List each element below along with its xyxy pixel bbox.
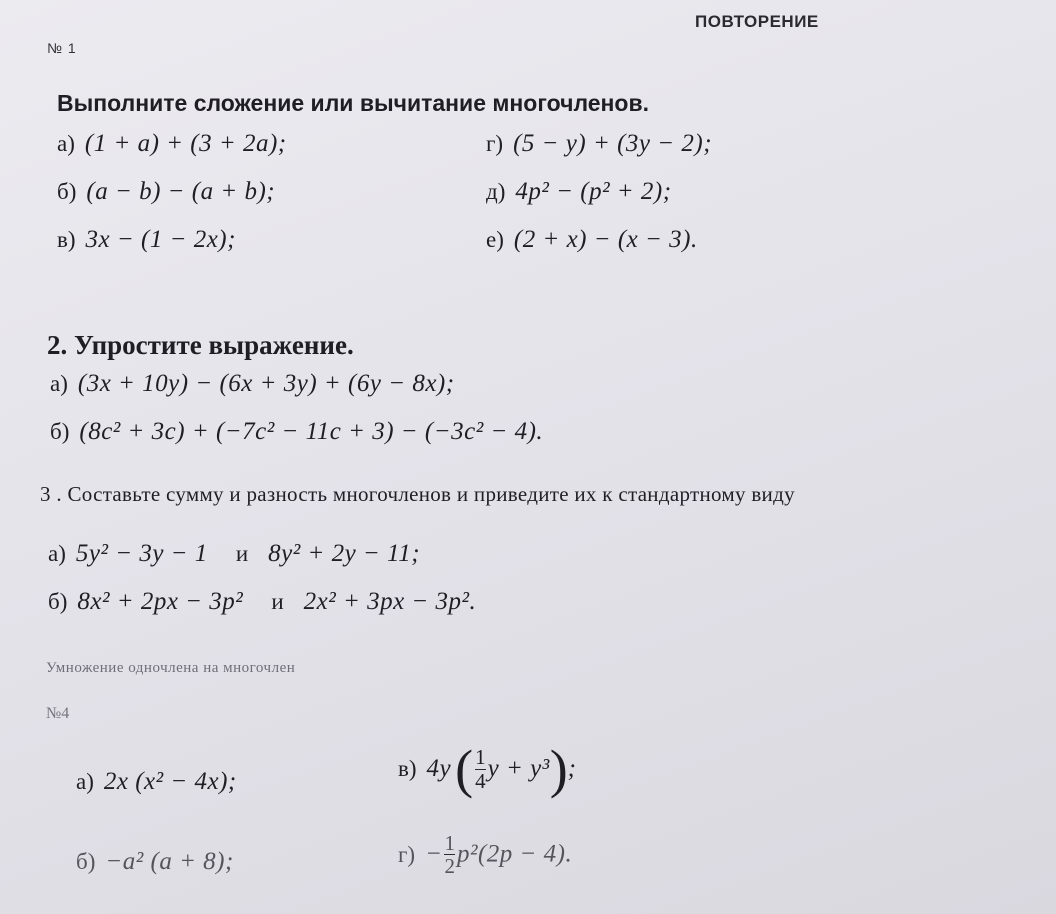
task4-item-a xyxy=(76,768,237,796)
item-expression: (5 − y) + (3y − 2); xyxy=(513,130,713,157)
item-label: а) xyxy=(57,131,75,156)
item-label: д) xyxy=(486,179,506,204)
conjunction: и xyxy=(235,541,249,566)
task-number-4: №4 xyxy=(46,705,70,722)
denominator: 2 xyxy=(444,854,455,879)
item-expression: (8c² + 3c) + (−7c² − 11c + 3) − (−3c² − 4). xyxy=(79,418,544,445)
right-paren: ) xyxy=(549,739,568,799)
task1-item-a xyxy=(57,130,287,158)
item-expression: 4p² − (p² + 2); xyxy=(515,178,672,205)
task2-item-a xyxy=(50,370,455,398)
task1-item-b xyxy=(57,178,275,206)
denominator: 4 xyxy=(475,768,486,793)
item-label: б) xyxy=(57,179,77,204)
task4-item-g xyxy=(398,832,572,877)
page-header: ПОВТОРЕНИЕ xyxy=(695,12,819,31)
fraction xyxy=(475,746,486,791)
task1-item-g xyxy=(486,130,712,158)
item-expression: (3x + 10y) − (6x + 3y) + (6y − 8x); xyxy=(77,370,455,397)
item-label: а) xyxy=(50,371,68,396)
item-label: б) xyxy=(48,589,68,614)
item-expression: 2x (x² − 4x); xyxy=(103,768,237,795)
item-label: а) xyxy=(76,769,94,794)
task2-title: 2. Упростите выражение. xyxy=(47,330,354,360)
item-label: а) xyxy=(48,541,66,566)
polynomial-1: 5y² − 3y − 1 xyxy=(75,540,208,567)
polynomial: y + y³ xyxy=(487,755,550,782)
polynomial-1: 8x² + 2px − 3p² xyxy=(77,588,244,615)
item-label: б) xyxy=(50,419,70,444)
sign: − xyxy=(425,840,443,868)
item-expression: (1 + a) + (3 + 2a); xyxy=(84,130,287,157)
item-label: в) xyxy=(57,227,76,252)
fraction xyxy=(444,832,455,877)
task2-item-b xyxy=(50,418,543,446)
task3-item-a xyxy=(48,540,420,568)
item-expression: (2 + x) − (x − 3). xyxy=(513,226,698,253)
task3-title: 3 . Составьте сумму и разность многочленов и приведите их к стандартному виду xyxy=(40,482,795,506)
item-label: г) xyxy=(486,131,504,156)
monomial: 4y xyxy=(426,755,452,782)
task1-item-d xyxy=(486,178,672,206)
task4-item-v xyxy=(398,739,577,799)
item-label: б) xyxy=(76,849,96,874)
task1-item-v xyxy=(57,226,236,254)
numerator: 1 xyxy=(475,745,486,770)
task1-item-e xyxy=(486,226,698,254)
task1-title: Выполните сложение или вычитание многочленов. xyxy=(57,90,650,116)
task4-item-b xyxy=(76,848,234,876)
polynomial-2: 8y² + 2y − 11; xyxy=(268,540,421,567)
item-label: в) xyxy=(398,756,417,781)
item-expression: −a² (a + 8); xyxy=(105,848,234,875)
task4-subtitle: Умножение одночлена на многочлен xyxy=(46,660,296,676)
item-label: е) xyxy=(486,227,504,252)
terminator: ; xyxy=(567,755,577,782)
item-expression: (a − b) − (a + b); xyxy=(86,178,276,205)
conjunction: и xyxy=(271,589,284,614)
item-label: г) xyxy=(398,841,416,867)
item-expression: p²(2p − 4). xyxy=(456,840,573,868)
item-expression: 3x − (1 − 2x); xyxy=(85,226,236,253)
polynomial-2: 2x² + 3px − 3p². xyxy=(303,588,477,615)
task3-item-b xyxy=(48,588,476,616)
left-paren: ( xyxy=(455,739,474,799)
numerator: 1 xyxy=(444,831,455,855)
task-number-1: № 1 xyxy=(47,40,77,56)
